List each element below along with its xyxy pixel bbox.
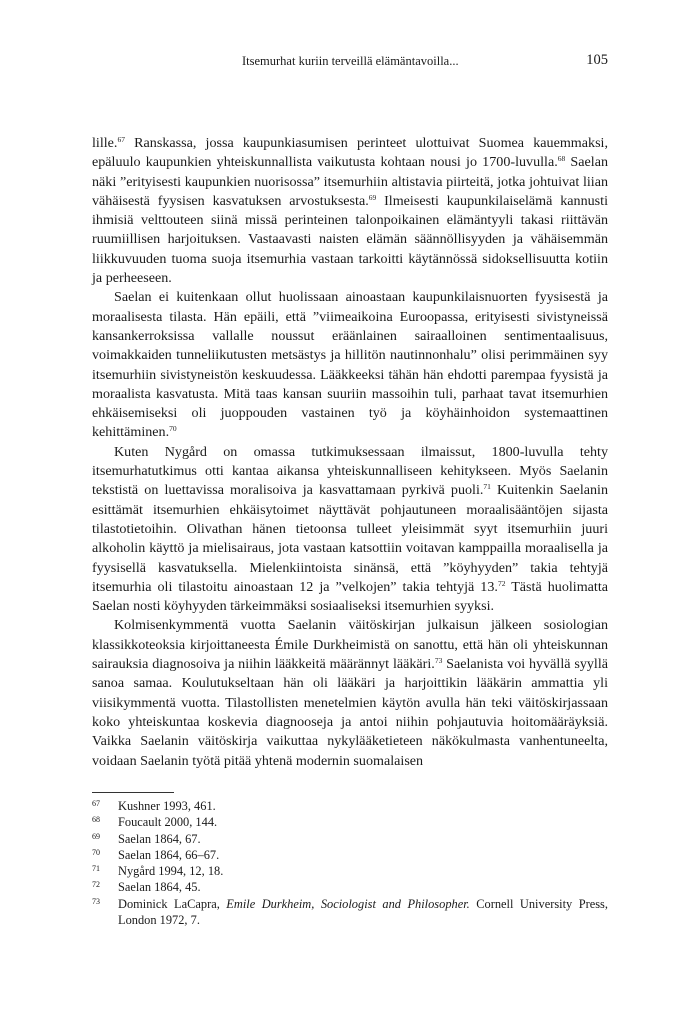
footnote [92,896,608,929]
text-run: Tästä huolimatta Saelan nosti köyhyyden tärkeimmäksi sosiaaliseksi itsemurhien syyksi. [92,578,608,615]
footnote-text: Dominick LaCapra, [118,896,227,911]
footnote-text: Saelan 1864, 45. [118,880,201,895]
running-header [92,52,608,72]
footnote [92,863,608,879]
text-run: Ranskassa, jossa kaupunkiasumisen perinteet ulottuivat Suomea kauemmaksi, epäluulo kaupunkien yhteiskunnallista vaikutusta kohtaan nousi jo 1700-luvulla. [92,135,608,171]
footnotes [92,798,608,928]
text-run: Kuitenkin Saelanin esittämät itsemurhien ehkäisytoimet näyttävät pohjautuneen moraalisääntöjen sijasta tilastotietoihin. Olivathan hänen tietoonsa tulleet yleisimmät syyt itsemurhiin juuri alkoholin käyttö ja mielisairaus, jota vastaan katsottiin voitavan kamppailla moraalisella ja fyysisellä kasvatuksella. Mielenkiintoista sinänsä, että ”köyhyyden” takia tehtyjä itsemurhia oli tilastoitu ainoastaan 12 ja ”velkojen” takia tehtyjä 13. [92,482,608,595]
footnote-book-title: Emile Durkheim, Sociologist and Philosopher. [226,896,470,911]
body-text [92,134,608,771]
footnote-ref: 68 [557,154,566,164]
footnote-ref: 70 [169,424,177,434]
text-run: Kuten Nygård on omassa tutkimuksessaan ilmaissut, 1800-luvulla tehty itsemurhatutkimus otti kantaa aikansa yhteiskunnalliseen kehitykseen. Myös Saelanin tekstistä on luettavissa moralisoiva ja kasvattamaan pyrkivä puoli. [92,443,608,499]
footnote-number: 72 [92,880,100,890]
footnote-number: 70 [92,847,100,857]
footnote [92,831,608,847]
paragraph [92,134,608,288]
footnote [92,879,608,895]
footnote-text: Cornell University Press, London 1972, 7. [118,896,608,928]
footnote-number: 68 [92,815,100,825]
footnote-number: 67 [92,799,100,808]
footnote-ref: 69 [368,192,377,202]
footnote-number: 71 [92,864,100,874]
page-number: 105 [586,52,608,68]
text-run: Saelan näki ”erityisesti kaupunkien nuorisossa” itsemurhiin altistavia piirteitä, jotka johtuivat liian vähäisestä fyysisen kasvatuksen arvostuksesta. [92,154,608,209]
footnote-separator [92,792,174,793]
footnote-text: Saelan 1864, 66–67. [118,847,220,862]
footnote-text: Foucault 2000, 144. [118,815,218,830]
text-run: Ilmeisesti kaupunkilaiselämä kannusti ihmisiä velttouteen siinä missä perinteinen talonpoikainen elämäntyyli takasi riittävän ruumiillisen harjoituksen. Vastaavasti naisten elämän säännöllisyyden ja vähäisemmän liikkuvuuden tuoma suoja itsemurhia vastaan tarkoitti käytännössä sidoksellisuutta kotiin ja perheeseen. [92,192,608,287]
footnote [92,798,608,814]
footnote-number: 69 [92,831,100,841]
footnote-text: Kushner 1993, 461. [118,799,216,813]
footnote-ref: 67 [117,135,125,144]
text-run: Kolmisenkymmentä vuotta Saelanin väitöskirjan julkaisun jälkeen sosiologian klassikkoteoksia kirjoittaneesta Émile Durkheimistä on sanottu, että hän oli yhteiskunnan sairauksia diagnosoiva ja niihin lääkkeitä määrännyt lääkäri. [92,617,608,673]
footnote-ref: 71 [483,482,491,492]
text-run: lille. [92,135,118,151]
footnote-text: Nygård 1994, 12, 18. [118,864,224,879]
paragraph [92,288,608,442]
running-title: Itsemurhat kuriin terveillä elämäntavoilla... [242,54,459,68]
footnote [92,847,608,863]
footnote-ref: 73 [434,656,443,666]
paragraph [92,616,608,770]
footnote-text: Saelan 1864, 67. [118,831,201,846]
text-run: Saelanista voi hyvällä syyllä sanoa samaa. Koulutukseltaan hän oli lääkäri ja harjoittikin lääkärin ammattia yli viisikymmentä vuotta. Tilastollisten menetelmien käytön avulla hän teki väitöskirjassaan koko yhteiskuntaa koskevia diagnooseja ja antoi niihin pohjautuvia hoitomääräyksiä. Vaikka Saelanin väitöskirja vaikuttaa nykylääketieteen näkökulmasta vanhentuneelta, voidaan Saelanin työtä pitää yhtenä modernin suomalaisen [92,656,608,769]
text-run: Saelan ei kuitenkaan ollut huolissaan ainoastaan kaupunkilaisnuorten fyysisestä ja moraalisesta tilasta. Hän epäili, että ”viimeaikoina Euroopassa, erityisesti sivistyneissä kansankerroksissa vallalle noussut eräänlainen sairaalloinen sentimentaalisuus, voimakkaiden tunneliikutusten metsästys ja hillitön nautinnonhalu” olisi perimmäinen syy itsemurhiin sivistyneistön keskuudessa. Lääkkeeksi tähän hän ehdotti parempaa fyysistä ja moraalista kasvatusta. Mitä taas kansan suuriin massoihin tuli, parhaat tavat itsemurhien ehkäisemiseksi oli juoppouden vastainen työ ja köyhäinhoidon systemaattinen kehittäminen. [92,289,608,441]
paragraph [92,443,608,617]
footnote [92,814,608,830]
footnote-number: 73 [92,896,100,906]
footnote-ref: 72 [497,578,506,588]
